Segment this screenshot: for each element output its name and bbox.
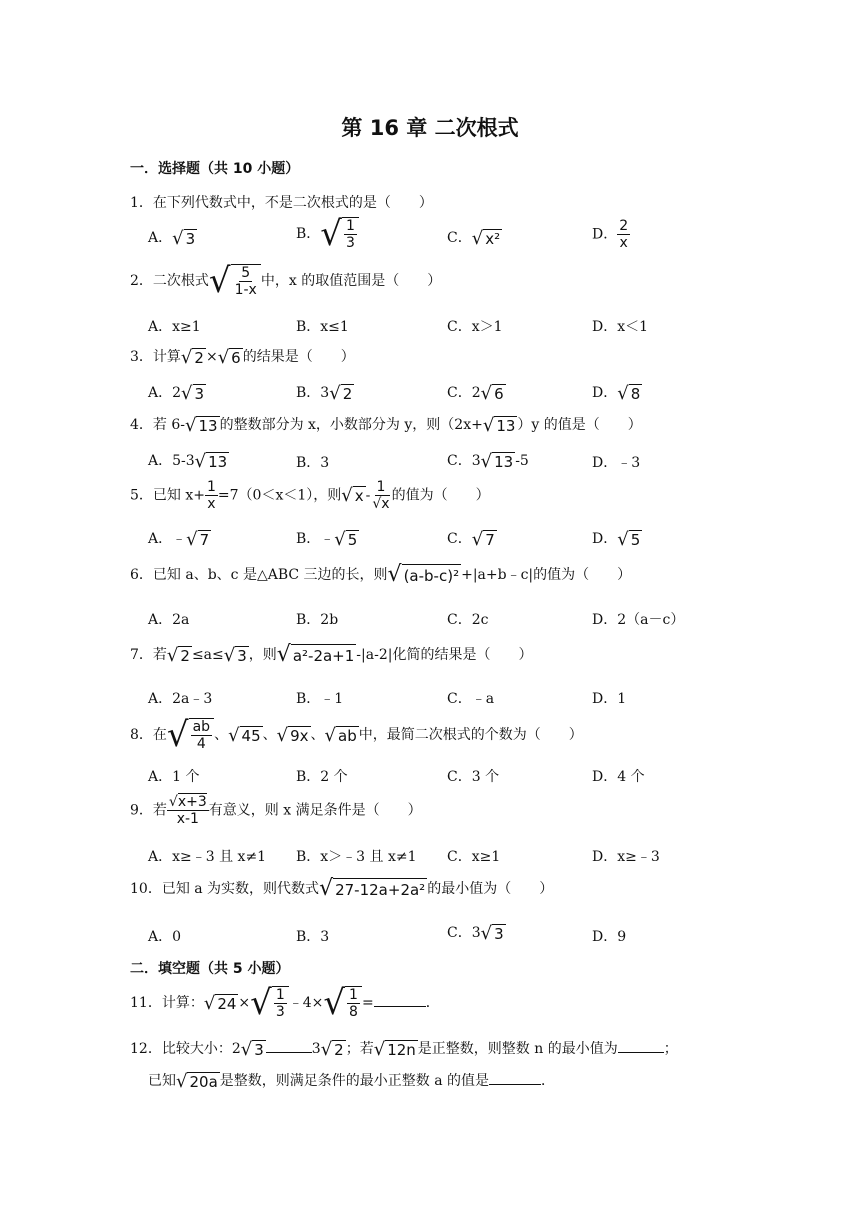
q9-option-c: C．x≥1 — [447, 849, 501, 865]
q7-option-b: B．﹣1 — [296, 691, 344, 707]
q1-option-a: A． √ 3 — [148, 227, 196, 249]
q9-option-b: B．x＞﹣3 且 x≠1 — [296, 849, 417, 865]
question-2: 2．二次根式 √ $\frac{5}{1-x}$ 中，x 的取值范围是（ ） — [130, 261, 442, 302]
q9-option-a: A．x≥﹣3 且 x≠1 — [148, 849, 267, 865]
question-12: 12．比较大小：2 √ 3 3 √ 2 ；若 √ 12n 是正整数，则整数 n 的最小值为 ； — [130, 1038, 678, 1060]
question-5: 5．已知 x+ $\frac{1}{x}$ =7（0＜x＜1），则 √ x - $\frac{1}{√x}$ 的值为（ ） — [130, 479, 490, 513]
q4-option-b: B．3 — [296, 455, 330, 471]
q2-option-b: B．x≤1 — [296, 319, 349, 335]
answer-blank[interactable] — [374, 994, 426, 1007]
question-11: 11．计算： √ 24 × √ $\frac{1}{3}$ ﹣4× √ $\frac{1}{8}$ = ． — [130, 983, 440, 1024]
q3-option-c: C．2 √ 6 — [447, 382, 504, 404]
q6-option-b: B．2b — [296, 612, 339, 628]
q2-option-c: C．x＞1 — [447, 319, 503, 335]
q10-option-d: D．9 — [592, 929, 627, 945]
q6-option-d: D．2（a－c） — [592, 612, 685, 628]
section-heading-choice: 一．选择题（共 10 小题） — [130, 161, 300, 177]
q7-option-d: D．1 — [592, 691, 627, 707]
q4-option-d: D．﹣3 — [592, 455, 641, 471]
q2-option-d: D．x＜1 — [592, 319, 649, 335]
question-4: 4．若 6- √ 13 的整数部分为 x，小数部分为 y，则（2x+ √ 13 ）y 的值是（ ） — [130, 414, 642, 436]
q1-option-d: D． $\frac{2}{x}$ — [592, 218, 629, 252]
q8-option-d: D．4 个 — [592, 769, 645, 785]
q6-option-c: C．2c — [447, 612, 489, 628]
q10-option-c: C．3 √ 3 — [447, 922, 504, 944]
q8-option-a: A．1 个 — [148, 769, 200, 785]
question-1: 1．在下列代数式中，不是二次根式的是（ ） — [130, 195, 433, 211]
question-8: 8．在 √ $\frac{ab}{4}$ 、 √ 45 、 √ 9x 、 √ ab 中，最简二次根式的个数为（ ） — [130, 715, 583, 756]
q5-option-c: C． √ 7 — [447, 528, 495, 550]
question-12-line-2: 已知 √ 20a 是整数，则满足条件的最小正整数 a 的值是 ． — [148, 1070, 556, 1092]
answer-blank[interactable] — [618, 1040, 664, 1053]
section-heading-fill: 二．填空题（共 5 小题） — [130, 961, 290, 977]
q5-option-a: A．﹣ √ 7 — [148, 528, 210, 550]
q6-option-a: A．2a — [148, 612, 190, 628]
q1-option-c: C． √ x² — [447, 227, 501, 249]
q4-option-a: A．5-3 √ 13 — [148, 450, 228, 472]
q4-option-c: C．3 √ 13 -5 — [447, 450, 529, 472]
q10-option-a: A．0 — [148, 929, 182, 945]
q3-option-b: B．3 √ 2 — [296, 382, 353, 404]
q1-option-b: B． √ $\frac{1}{3}$ — [296, 217, 359, 251]
q5-option-d: D． √ 5 — [592, 528, 641, 550]
q5-option-b: B．﹣ √ 5 — [296, 528, 358, 550]
answer-blank[interactable] — [266, 1040, 312, 1053]
question-6: 6．已知 a、b、c 是△ABC 三边的长，则 √ (a-b-c)² +|a+b﹣c|的值为（ ） — [130, 562, 632, 587]
q8-option-c: C．3 个 — [447, 769, 500, 785]
page-title: 第 16 章 二次根式 — [341, 116, 519, 140]
q3-option-a: A．2 √ 3 — [148, 382, 205, 404]
question-10: 10．已知 a 为实数，则代数式 √ 27-12a+2a² 的最小值为（ ） — [130, 876, 554, 901]
question-3: 3．计算 √ 2 × √ 6 的结果是（ ） — [130, 346, 355, 368]
q9-option-d: D．x≥﹣3 — [592, 849, 660, 865]
q7-option-c: C．﹣a — [447, 691, 495, 707]
q2-option-a: A．x≥1 — [148, 319, 201, 335]
q3-option-d: D． √ 8 — [592, 382, 641, 404]
q8-option-b: B．2 个 — [296, 769, 348, 785]
question-7: 7．若 √ 2 ≤a≤ √ 3 ，则 √ a²-2a+1 -|a-2|化简的结果是（ ） — [130, 642, 533, 667]
answer-blank[interactable] — [489, 1072, 541, 1085]
q10-option-b: B．3 — [296, 929, 330, 945]
q7-option-a: A．2a﹣3 — [148, 691, 213, 707]
question-9: 9．若 $\frac{√x+3}{x-1}$ 有意义，则 x 满足条件是（ ） — [130, 794, 422, 828]
